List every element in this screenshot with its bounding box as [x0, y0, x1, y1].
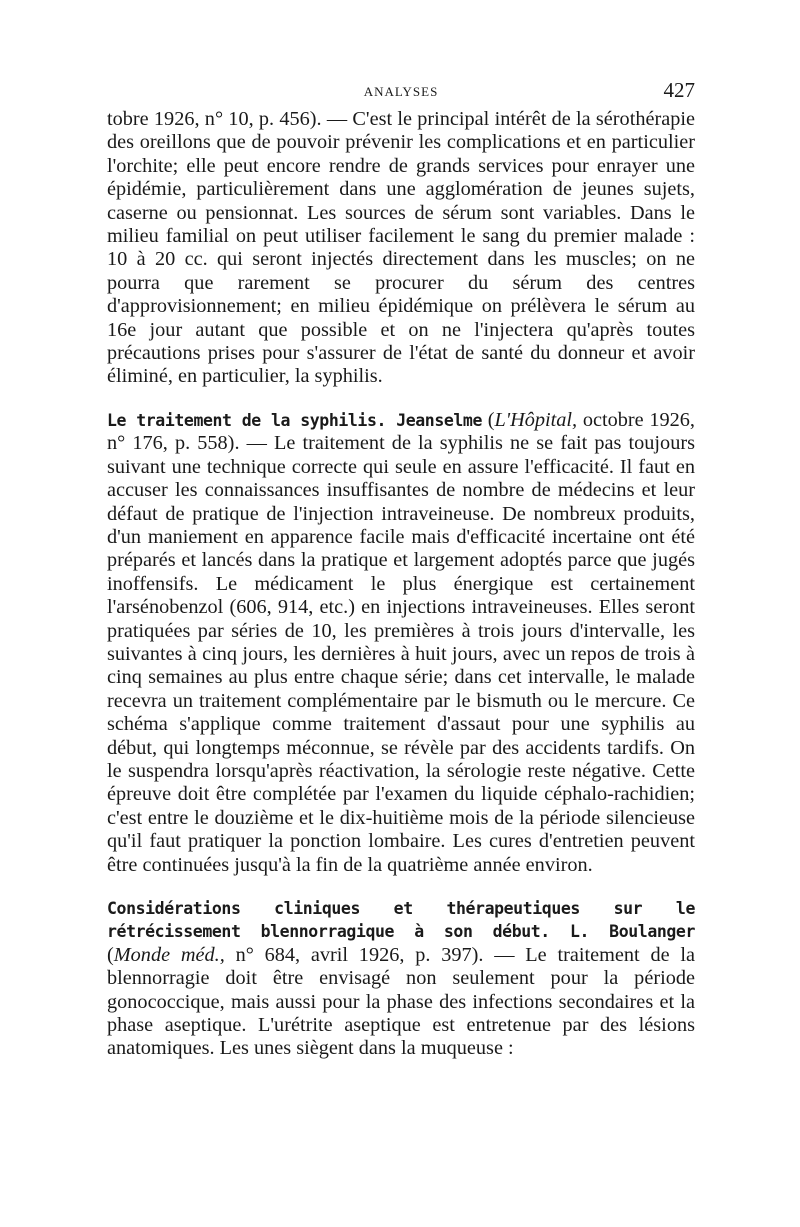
article-title: Le traitement de la syphilis. Jeanselme [107, 410, 482, 430]
article-blennorragie [107, 897, 695, 1061]
article-syphilis-treatment [107, 409, 695, 877]
running-head [107, 78, 695, 108]
paragraph-text: tobre 1926, n° 10, p. 456). — C'est le principal intérêt de la sérothérapie des oreillons que de pouvoir prévenir les complications et en particulier l'orchite; elle peut encore rendre de grands services pour enrayer une épidémie, particulièrement dans une agglomération de jeunes sujets, caserne ou pensionnat. Les sources de sérum sont variables. Dans le milieu familial on peut utiliser facilement le sang du premier malade : 10 à 20 cc. qui seront injectés directement dans les muscles; on ne pourra que rarement se procurer du sérum des centres d'approvisionnement; en milieu épidémique on prélèvera le sérum au 16e jour autant que possible et on ne l'injectera qu'après toutes précautions prises pour s'assurer de l'état de santé du donneur et avoir éliminé, en particulier, la syphilis. [107, 108, 695, 388]
journal-page [107, 78, 695, 1061]
article-title: Considérations cliniques et thérapeutiques sur le rétrécissement blennorragique à son début. L. Boulanger [107, 899, 695, 942]
running-title: ANALYSES [363, 84, 439, 99]
source-open-paren: ( [107, 943, 114, 966]
source-journal: Monde méd., [113, 943, 225, 966]
article-body: octobre 1926, n° 176, p. 558). — Le traitement de la syphilis ne se fait pas toujours suivant une technique correcte qui seule en assure l'efficacité. Il faut en accuser les connaissances insuffisantes de nombre de médecins et leur défaut de pratique de l'injection intraveineuse. De nombreux produits, d'un maniement en apparence facile mais d'efficacité incertaine ont été préparés et lancés dans la pratique et largement adoptés parce que jugés inoffensifs. Le médicament le plus énergique est certainement l'arsénobenzol (606, 914, etc.) en injections intraveineuses. Elles seront pratiquées par séries de 10, les premières à trois jours d'intervalle, les suivantes à cinq jours, les dernières à huit jours, avec un repos de trois à cinq semaines au plus entre chaque série; dans cet intervalle, le malade recevra un traitement complémentaire par le bismuth ou le mercure. Ce schéma s'applique comme traitement d'assaut pour une syphilis au début, qui longtemps méconnue, se révèle par des accidents tardifs. On le suspendra lorsqu'après réactivation, la sérologie reste négative. Cette épreuve doit être complétée par l'examen du liquide céphalo-rachidien; c'est entre le douzième et le dix-huitième mois de la période silencieuse qu'il faut pratiquer la ponction lombaire. Les cures d'entretien peuvent être continuées jusqu'à la fin de la quatrième année environ. [107, 408, 695, 876]
source-open-paren: ( [482, 408, 495, 431]
source-journal: L'Hôpital, [494, 408, 578, 431]
article-body: n° 684, avril 1926, p. 397). — Le traitement de la blennorragie doit être envisagé non seulement pour la période gonococcique, mais aussi pour la phase des infections secondaires et la phase aseptique. L'urétrite aseptique est entretenue par des lésions anatomiques. Les unes siègent dans la muqueuse : [107, 943, 695, 1060]
paragraph-serotherapie-oreillons [107, 108, 695, 389]
page-number: 427 [663, 78, 695, 102]
